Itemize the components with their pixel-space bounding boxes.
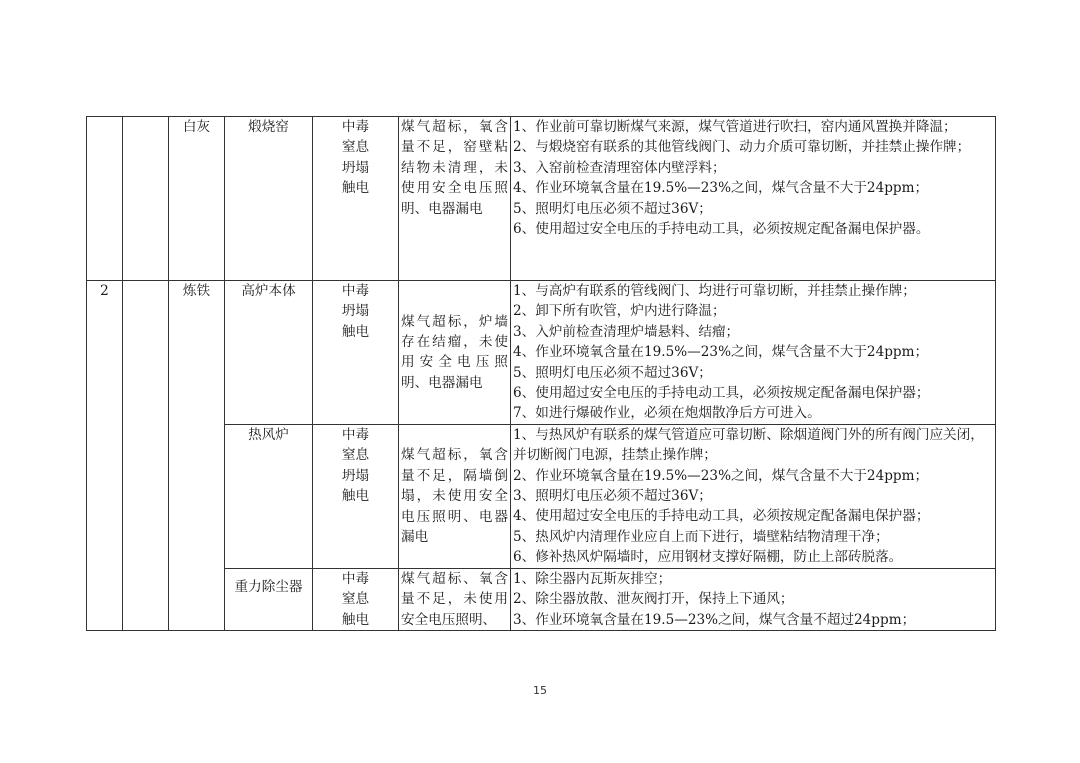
page-number: 15 — [533, 684, 547, 697]
measure-item: 5、照明灯电压必须不超过36V； — [513, 200, 712, 217]
risk-cell — [313, 568, 399, 630]
unit-cell: 炼铁 — [169, 281, 225, 631]
measure-item: 5、热风炉内清理作业应自上而下进行，墙壁粘结物清理干净； — [513, 528, 889, 545]
measure-item: 1、与热风炉有联系的煤气管道应可靠切断、除烟道阀门外的所有阀门应关闭，并切断阀门电源，挂禁止操作牌； — [513, 426, 984, 464]
measures-cell — [511, 568, 996, 630]
measure-item: 2、卸下所有吹管，炉内进行降温； — [513, 303, 726, 320]
risk-cell — [313, 424, 399, 568]
risk-cell — [313, 117, 399, 281]
hazard-table — [86, 116, 996, 631]
measure-item: 3、入窑前检查清理窑体内壁浮料； — [513, 159, 726, 176]
measure-item: 6、使用超过安全电压的手持电动工具，必须按规定配备漏电保护器； — [513, 385, 930, 402]
place-cell: 煅烧窑 — [225, 117, 313, 281]
risk-item: 触电 — [341, 488, 370, 505]
measure-item: 1、除尘器内瓦斯灰排空； — [513, 570, 672, 587]
risk-item: 触电 — [341, 611, 370, 628]
measure-item: 4、使用超过安全电压的手持电动工具，必须按规定配备漏电保护器； — [513, 508, 930, 525]
measure-item: 3、照明灯电压必须不超过36V； — [513, 488, 712, 505]
cause-cell: 煤气超标，氧含量不足，窑壁粘结物未清理，未使用安全电压照明、电器漏电 — [399, 117, 511, 281]
unit-cell: 白灰 — [169, 117, 225, 281]
measure-item: 7、如进行爆破作业，必须在炮烟散净后方可进入。 — [513, 405, 821, 422]
measures-cell — [511, 424, 996, 568]
table-row — [87, 117, 996, 281]
measure-item: 4、作业环境氧含量在19.5%—23%之间，煤气含量不大于24ppm； — [513, 344, 929, 361]
row-number-cell: 2 — [87, 281, 123, 631]
cause-cell: 煤气超标，炉墙存在结瘤，未使用安全电压照明、电器漏电 — [399, 281, 511, 425]
row-number-cell — [87, 117, 123, 281]
measures-cell — [511, 117, 996, 281]
risk-item: 窒息 — [341, 139, 370, 156]
risk-item: 坍塌 — [341, 467, 370, 484]
risk-item: 坍塌 — [341, 303, 370, 320]
risk-item: 中毒 — [341, 283, 370, 299]
measure-item: 3、作业环境氧含量在19.5—23%之间，煤气含量不超过24ppm； — [513, 611, 916, 628]
cause-cell: 煤气超标、氧含量不足，未使用安全电压照明、 — [399, 568, 511, 630]
risk-item: 触电 — [341, 323, 370, 340]
measure-item: 3、入炉前检查清理炉墙悬料、结瘤； — [513, 323, 740, 340]
risk-item: 坍塌 — [341, 159, 370, 176]
measure-item: 1、与高炉有联系的管线阀门、均进行可靠切断，并挂禁止操作牌； — [513, 283, 916, 299]
place-cell: 重力除尘器 — [225, 568, 313, 630]
measure-item: 1、作业前可靠切断煤气来源，煤气管道进行吹扫，窑内通风置换并降温； — [513, 119, 957, 135]
risk-item: 触电 — [341, 180, 370, 197]
risk-item: 中毒 — [341, 426, 370, 443]
risk-cell — [313, 281, 399, 425]
risk-item: 窒息 — [341, 591, 370, 608]
place-cell: 热风炉 — [225, 424, 313, 568]
measure-item: 5、照明灯电压必须不超过36V； — [513, 364, 712, 381]
measures-cell — [511, 281, 996, 425]
measure-item: 6、使用超过安全电压的手持电动工具，必须按规定配备漏电保护器。 — [513, 221, 930, 238]
risk-item: 中毒 — [341, 570, 370, 587]
cause-cell: 煤气超标，氧含量不足，隔墙倒塌，未使用安全电压照明、电器漏电 — [399, 424, 511, 568]
blank-cell — [123, 281, 169, 631]
measure-item: 2、除尘器放散、泄灰阀打开，保持上下通风； — [513, 591, 794, 608]
measure-item: 6、修补热风炉隔墙时，应用钢材支撑好隔棚，防止上部砖脱落。 — [513, 549, 903, 566]
risk-item: 窒息 — [341, 447, 370, 464]
measure-item: 4、作业环境氧含量在19.5%—23%之间，煤气含量不大于24ppm； — [513, 180, 929, 197]
measure-item: 2、作业环境氧含量在19.5%—23%之间，煤气含量不大于24ppm； — [513, 467, 929, 484]
table-row — [87, 281, 996, 425]
place-cell: 高炉本体 — [225, 281, 313, 425]
blank-cell — [123, 117, 169, 281]
risk-item: 中毒 — [341, 119, 370, 135]
measure-item: 2、与煅烧窑有联系的其他管线阀门、动力介质可靠切断，并挂禁止操作牌； — [513, 139, 971, 156]
